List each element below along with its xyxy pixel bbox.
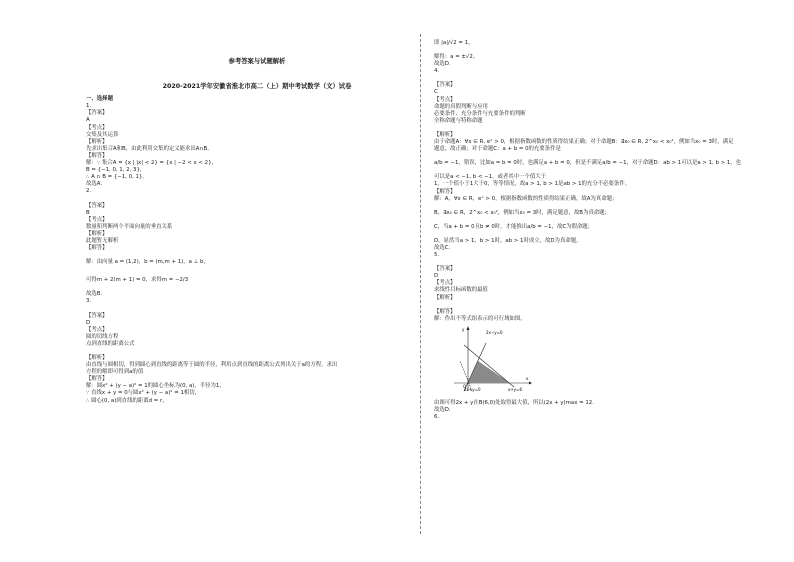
q4-kp: 全称命题与特称命题 xyxy=(434,117,483,124)
q4-kp: 命题的真假判断与应用 xyxy=(434,103,488,110)
q5-analysis-tag: 【解析】 xyxy=(434,294,456,301)
q5-sol-line: 由图可得2x + y在B(6,0)处取得最大值，所以(2x + y)max = 12. xyxy=(434,399,594,406)
q5-kp-tag: 【考点】 xyxy=(434,280,456,287)
left-column xyxy=(86,58,408,405)
q3-analysis: 方程的解即可得到a的值 xyxy=(86,369,144,376)
q3-end: 故选D. xyxy=(434,61,451,68)
q3-cont-line: 即 |a|/√2 = 1， xyxy=(434,40,474,46)
q3-analysis-tag: 【解析】 xyxy=(86,355,108,361)
q1-sol-line: B = {−1, 0, 1, 2, 3}， xyxy=(86,167,146,174)
column-divider xyxy=(420,34,421,534)
q5-end: 故选D. xyxy=(434,407,451,413)
q2-solution-tag: 【解答】 xyxy=(86,245,108,252)
q4-kp: 必要条件、充分条件与充要条件的判断 xyxy=(434,110,526,117)
q4-analysis: 题意，故正确；对于命题C：a + b = 0的充要条件是 xyxy=(434,146,561,153)
q1-answer-tag: 【答案】 xyxy=(86,110,108,117)
q1-analysis: 先求出集合A和B，由此利用交集的定义能求出A∩B。 xyxy=(86,145,213,152)
q3-answer-tag: 【答案】 xyxy=(86,312,108,319)
q5-sol-line: 解：作出不等式组表示的可行域如图， xyxy=(434,315,526,322)
q5-answer-tag: 【答案】 xyxy=(434,266,456,273)
q2-analysis: 此题暂无解析 xyxy=(86,237,119,244)
q3-kp: 点到直线的距离公式 xyxy=(86,340,135,347)
q5-kp: 求线性目标函数的最值 xyxy=(434,287,488,294)
feasible-region xyxy=(468,361,510,383)
q2-sol-line: 可得m + 2(m + 1) = 0，求得m = −2/3 xyxy=(86,277,189,284)
q1-sol-line: ∴ A ∩ B = {−1, 0, 1}。 xyxy=(86,174,148,181)
label-x-axis: x xyxy=(526,375,529,381)
q2-answer-tag: 【答案】 xyxy=(86,202,108,209)
section-heading: 一、选择题 xyxy=(86,96,113,103)
q4-solution-tag: 【解答】 xyxy=(434,188,456,195)
q3-sol-line: ∴ 圆心(0, a)到直线的距离d = r， xyxy=(86,397,168,404)
label-2x-minus-y: 2x−y=0 xyxy=(486,329,503,335)
q1-answer: A xyxy=(86,117,90,124)
q2-sol-line: 解：由向量 a = (1,2)，b = (m,m + 1)，a ⊥ b， xyxy=(86,259,209,266)
q1-analysis-tag: 【解析】 xyxy=(86,138,108,145)
q1-kp-tag: 【考点】 xyxy=(86,124,108,131)
q4-answer-tag: 【答案】 xyxy=(434,82,456,89)
q4-sol-line: B，∃x₀ ∈ R，2^x₀ < x₀²，例如当x₀ = 3时，满足题意，故B为真命题； xyxy=(434,209,610,216)
q1-end: 故选A. xyxy=(86,181,103,188)
q2-end: 故选B. xyxy=(86,291,103,298)
q4-analysis: 1，一个值小于1大于0，等等情况，故a > 1, b > 1是ab > 1的充分不必要条件。 xyxy=(434,181,631,188)
q2-kp: 数量积判断两个平面向量的垂直关系 xyxy=(86,223,173,230)
q4-analysis-tag: 【解析】 xyxy=(434,131,456,138)
q2-number: 2. xyxy=(86,188,92,195)
q3-sol-line: 解：圆x² + (y − a)² = 1的圆心坐标为(0, a)，半径为1， xyxy=(86,383,225,390)
feasible-region-figure xyxy=(450,325,532,393)
q4-sol-line: C，当a + b = 0且b ≠ 0时，才能推出a/b = −1，故C为假命题； xyxy=(434,223,594,230)
x-axis-arrow xyxy=(529,381,532,384)
q3-solution-tag: 【解答】 xyxy=(86,376,108,383)
q1-sol-line: 解：∵ 集合A = {x | |x| < 2} = {x | −2 < x < 2}， xyxy=(86,160,217,167)
q4-sol-line: D，显然当a > 1，b > 1时，ab > 1时成立，故D为真命题。 xyxy=(434,237,582,244)
q5-number: 5. xyxy=(434,252,440,259)
doc-title: 参考答案与试题解析 xyxy=(228,58,286,65)
q2-kp-tag: 【考点】 xyxy=(86,216,108,223)
q4-analysis: 由于命题A：∀x ∈ R, eˣ > 0，根据指数函数的性质得结果正确；对于命题B：∃x₀ ∈ R, 2^x₀ < x₀²，例如当x₀ = 3时，满足 xyxy=(434,139,734,146)
q3-kp: 圆的切线方程 xyxy=(86,333,119,340)
q4-sol-line: 解：A，∀x ∈ R，eˣ > 0，根据指数函数的性质得结果正确，故A为真命题； xyxy=(434,195,618,202)
q2-analysis-tag: 【解析】 xyxy=(86,230,108,237)
q5-solution-tag: 【解答】 xyxy=(434,308,456,315)
q4-end: 故选C. xyxy=(434,244,451,251)
q2-answer: B xyxy=(86,209,90,216)
right-column xyxy=(434,40,764,421)
q3-number: 3. xyxy=(86,298,92,305)
y-axis-arrow xyxy=(467,326,470,330)
q4-answer: C xyxy=(434,89,438,96)
q4-analysis: a/b = −1，错误，比如a = b = 0时，也满足a + b = 0，但是不满足a/b = −1，对于命题D：ab > 1可以是a > 1, b > 1，也 xyxy=(434,160,742,167)
q1-solution-tag: 【解答】 xyxy=(86,152,108,159)
q3-answer: D xyxy=(86,319,91,326)
q4-kp-tag: 【考点】 xyxy=(434,96,456,103)
q5-answer: D xyxy=(434,273,439,280)
label-y-axis: y xyxy=(462,326,465,332)
q3-analysis: 由直线与圆相切，得到圆心到直线的距离等于圆的半径，利用点到直线的距离公式列出关于a的方程，求出 xyxy=(86,362,338,369)
label-x-plus-y: x+y=6 xyxy=(508,386,522,392)
label-origin: O xyxy=(463,383,467,389)
label-2x-plus-y: 2x+y=0 xyxy=(464,386,481,392)
exam-title: 2020-2021学年安徽省淮北市高二（上）期中考试数学（文）试卷 xyxy=(162,83,352,91)
q1-number: 1. xyxy=(86,103,92,110)
q4-analysis: 可以是a < −1, b < −1，或者其中一个值大于 xyxy=(434,174,547,181)
q3-sol-line: ∵ 直线x + y = 0与圆x² + (y − a)² = 1相切， xyxy=(86,390,201,397)
q3-cont-line: 解得：a = ±√2。 xyxy=(434,54,479,61)
q1-kp: 交集及其运算 xyxy=(86,131,119,138)
q3-kp-tag: 【考点】 xyxy=(86,326,108,333)
q4-number: 4. xyxy=(434,68,440,75)
q6-number: 6. xyxy=(434,414,440,421)
